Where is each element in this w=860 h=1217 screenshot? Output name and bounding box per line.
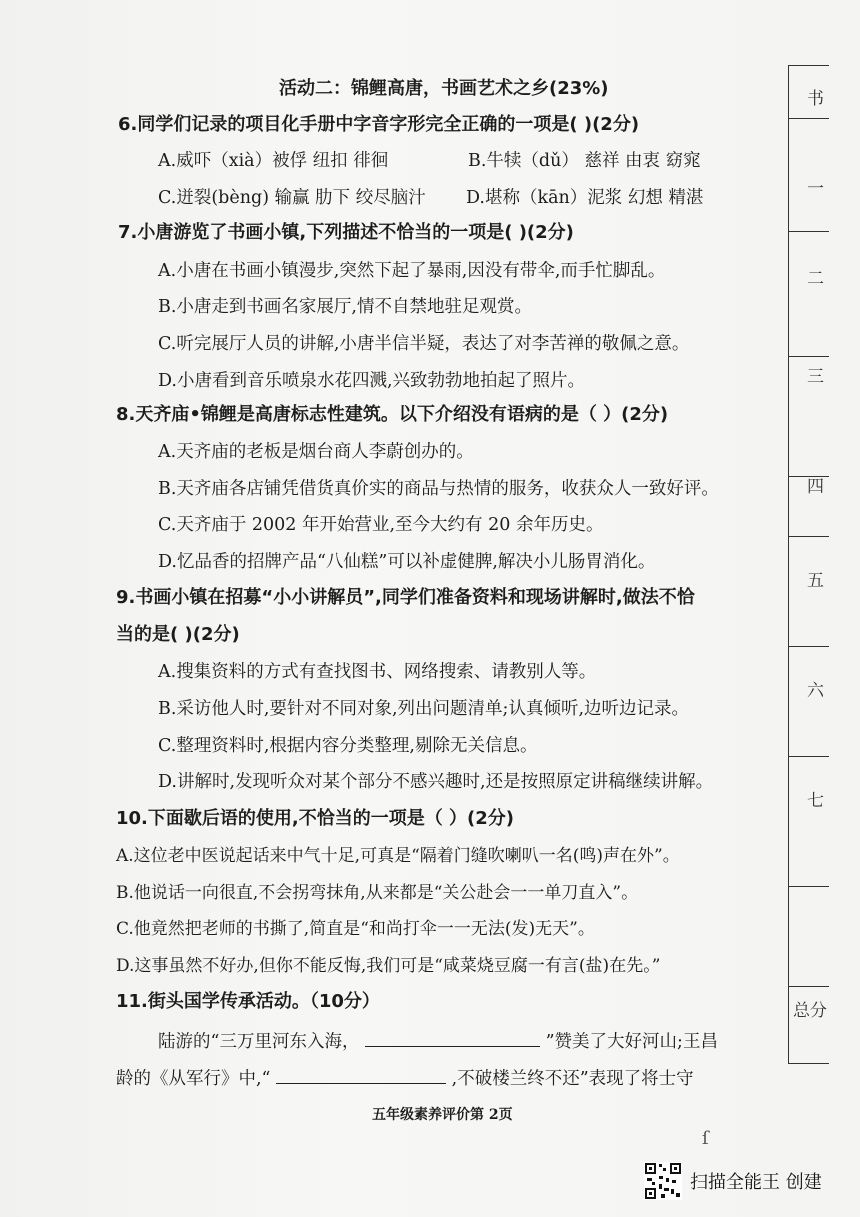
question-11-text-2b: ,不破楼兰终不还”表现了将士守 (451, 1069, 694, 1089)
question-7-option-c: C.听完展厅人员的讲解,小唐半信半疑，表达了对李苦禅的敬佩之意。 (158, 334, 690, 354)
question-9-option-a: A.搜集资料的方式有查找图书、网络搜索、请教别人等。 (158, 662, 597, 682)
question-11-para-line1 (158, 1028, 718, 1053)
qr-code-icon (644, 1162, 682, 1200)
question-10-option-a: A.这位老中医说起话来中气十足,可真是“隔着门缝吹喇叭一名(鸣)声在外”。 (116, 846, 680, 866)
answer-blank-1[interactable] (365, 1028, 540, 1047)
question-6-option-b: B.牛犊（dǔ） 慈祥 由衷 窈窕 (468, 151, 701, 171)
score-label-8: 七 (807, 791, 824, 811)
score-table (788, 65, 829, 1064)
watermark-text: 扫描全能王 创建 (690, 1172, 822, 1193)
question-11-stem: 11.街头国学传承活动。（10分） (116, 991, 380, 1012)
question-7-stem: 7.小唐游览了书画小镇,下列描述不恰当的一项是( )(2分) (118, 222, 574, 243)
score-label-3: 二 (807, 269, 824, 289)
score-label-5: 四 (807, 477, 824, 497)
question-9-option-d: D.讲解时,发现听众对某个部分不感兴趣时,还是按照原定讲稿继续讲解。 (158, 772, 714, 792)
question-9-stem-line2: 当的是( )(2分) (116, 624, 240, 645)
question-8-option-c: C.天齐庙于 2002 年开始营业,至今大约有 20 余年历史。 (158, 515, 604, 535)
question-6-stem: 6.同学们记录的项目化手册中字音字形完全正确的一项是( )(2分) (118, 114, 640, 135)
question-11-text-2a: 龄的《从军行》中,“ (116, 1069, 271, 1089)
score-label-total: 总分 (793, 1001, 827, 1021)
question-9-option-b: B.采访他人时,要针对不同对象,列出问题清单;认真倾听,边听边记录。 (158, 699, 690, 719)
score-label-7: 六 (807, 681, 824, 701)
score-label-6: 五 (807, 571, 824, 591)
question-6-option-c: C.迸裂(bèng) 输赢 肋下 绞尽脑汁 (158, 188, 426, 208)
score-label-2: 一 (807, 179, 824, 199)
question-9-option-c: C.整理资料时,根据内容分类整理,剔除无关信息。 (158, 736, 538, 756)
question-6-option-d: D.堪称（kān）泥浆 幻想 精湛 (466, 188, 704, 208)
question-8-stem: 8.天齐庙•锦鲤是高唐标志性建筑。以下介绍没有语病的是（ ）(2分) (116, 404, 669, 425)
question-10-option-b: B.他说话一向很直,不会拐弯抹角,从来都是“关公赴会一一单刀直入”。 (116, 883, 639, 903)
question-11-para-line2 (116, 1065, 694, 1090)
scanner-watermark (644, 1162, 844, 1202)
question-10-stem: 10.下面歇后语的使用,不恰当的一项是（ ）(2分) (116, 808, 514, 829)
question-8-option-d: D.忆品香的招牌产品“八仙糕”可以补虚健脾,解决小儿肠胃消化。 (158, 552, 656, 572)
question-11-text-1b: ”赞美了大好河山;王昌 (545, 1032, 718, 1052)
score-label-1: 书 (807, 89, 824, 109)
question-6-option-a: A.威吓（xià）被俘 纽扣 徘徊 (158, 151, 389, 171)
question-7-option-a: A.小唐在书画小镇漫步,突然下起了暴雨,因没有带伞,而手忙脚乱。 (158, 261, 666, 281)
page-footer: 五年级素养评价第 2页 (372, 1107, 513, 1123)
question-11-text-1a: 陆游的“三万里河东入海， (158, 1032, 360, 1052)
answer-blank-2[interactable] (276, 1065, 446, 1084)
activity-title: 活动二：锦鲤高唐，书画艺术之乡(23%) (279, 78, 609, 99)
question-9-stem-line1: 9.书画小镇在招募“小小讲解员”,同学们准备资料和现场讲解时,做法不恰 (116, 587, 695, 608)
question-8-option-a: A.天齐庙的老板是烟台商人李蔚创办的。 (158, 442, 474, 462)
question-10-option-c: C.他竟然把老师的书撕了,简直是“和尚打伞一一无法(发)无天”。 (116, 919, 595, 939)
question-10-option-d: D.这事虽然不好办,但你不能反悔,我们可是“咸菜烧豆腐一有言(盐)在先。” (116, 956, 661, 976)
pen-mark: ſ (702, 1128, 709, 1149)
question-7-option-b: B.小唐走到书画名家展厅,情不自禁地驻足观赏。 (158, 297, 532, 317)
question-7-option-d: D.小唐看到音乐喷泉水花四溅,兴致勃勃地拍起了照片。 (158, 371, 586, 391)
question-8-option-b: B.天齐庙各店铺凭借货真价实的商品与热情的服务，收获众人一致好评。 (158, 479, 719, 499)
score-label-4: 三 (807, 367, 824, 387)
